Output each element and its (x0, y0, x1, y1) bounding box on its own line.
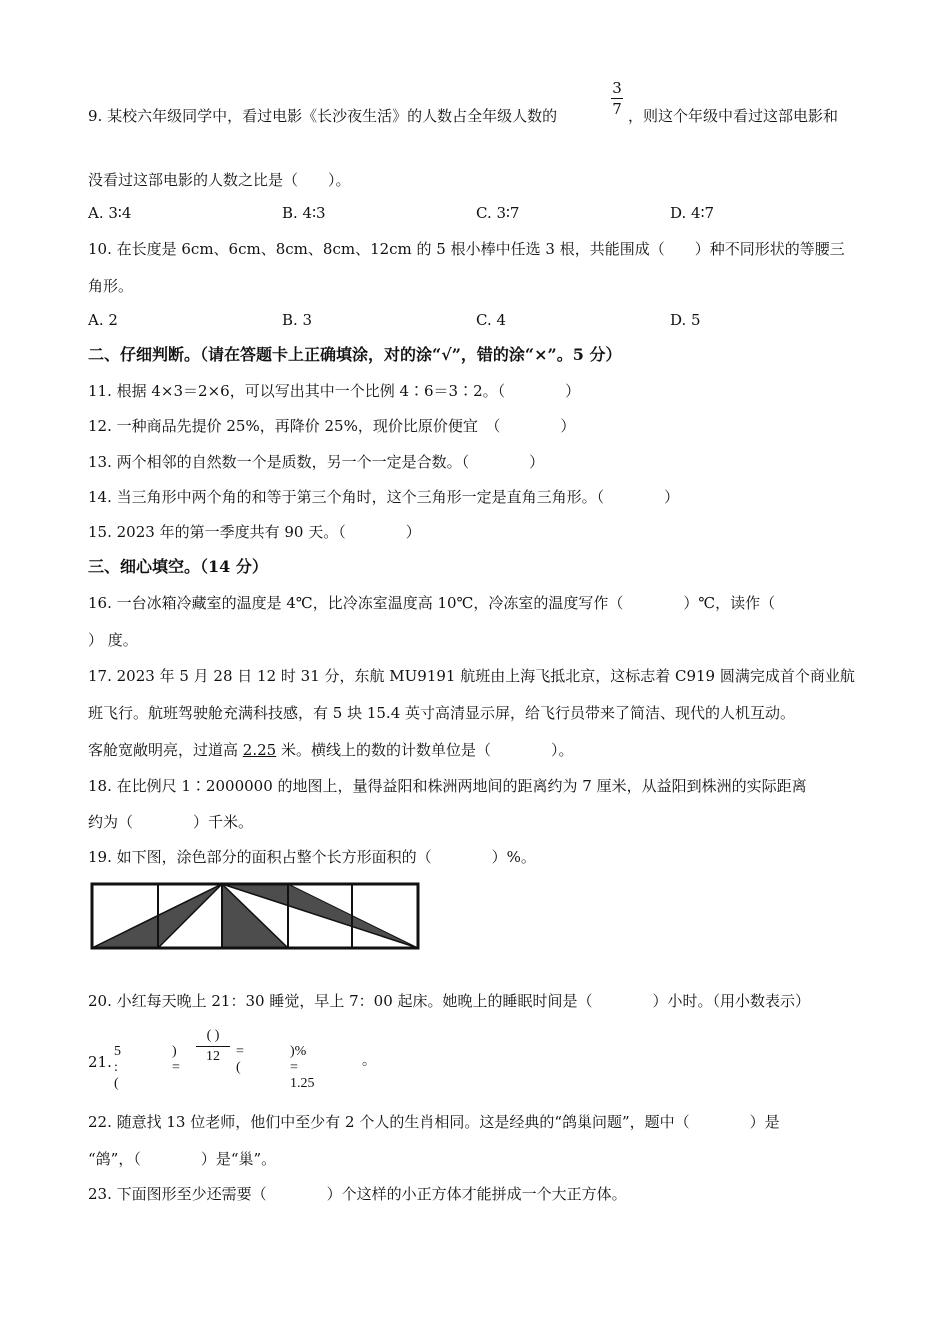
q9-option-b[interactable]: B. 4∶3 (282, 204, 326, 222)
q17-line2: 班飞行。航班驾驶舱充满科技感，有 5 块 15.4 英寸高清显示屏，给飞行员带来了简洁、现代的人机互动。 (88, 704, 796, 722)
q9-fraction-numerator: 3 (612, 79, 622, 97)
q21-eq-c: = ( (236, 1044, 244, 1075)
q10-option-c[interactable]: C. 4 (476, 311, 507, 329)
q12: 12. 一种商品先提价 25%，再降价 25%，现价比原价便宜 （ ） (88, 417, 576, 435)
q10-line2: 角形。 (88, 277, 134, 295)
q17-line3-b: 米。横线上的数的计数单位是（ ）。 (276, 741, 574, 759)
q21-eq-a: 5 : ( (114, 1044, 121, 1091)
q10-line1: 10. 在长度是 6cm、6cm、8cm、8cm、12cm 的 5 根小棒中任选 3 根，共能围成（ ）种不同形状的等腰三 (88, 240, 845, 258)
q21-numerator-blank[interactable]: ( ) (206, 1028, 220, 1043)
q18-line2: 约为（ ）千米。 (88, 813, 254, 831)
q10-option-a[interactable]: A. 2 (88, 311, 118, 329)
q23: 23. 下面图形至少还需要（ ）个这样的小正方体才能拼成一个大正方体。 (88, 1185, 627, 1203)
q21-end: 。 (362, 1054, 376, 1069)
q21-eq-b: ) = (172, 1044, 180, 1075)
q21-fraction-bar (196, 1046, 230, 1047)
q17-line3 (88, 740, 573, 760)
q14: 14. 当三角形中两个角的和等于第三个角时，这个三角形一定是直角三角形。（ ） (88, 488, 680, 506)
q19-shaded-rectangle-figure (90, 882, 422, 950)
q17-underlined-number: 2.25 (242, 741, 277, 759)
q17-line3-a: 客舱宽敞明亮，过道高 (88, 741, 243, 759)
q21-denominator: 12 (206, 1049, 220, 1064)
section-2-heading: 二、仔细判断。（请在答题卡上正确填涂，对的涂“√”，错的涂“×”。5 分） (88, 345, 622, 364)
q18-line1: 18. 在比例尺 1∶2000000 的地图上，量得益阳和株洲两地间的距离约为 7 厘米，从益阳到株洲的实际距离 (88, 777, 807, 795)
section-3-heading: 三、细心填空。（14 分） (88, 557, 268, 576)
q21-label: 21. (88, 1053, 112, 1071)
q9-text-b: ，则这个年级中看过这部电影和 (628, 107, 839, 125)
q17-line1: 17. 2023 年 5 月 28 日 12 时 31 分，东航 MU9191 航班由上海飞抵北京，这标志着 C919 圆满完成首个商业航 (88, 667, 855, 685)
q9-option-c[interactable]: C. 3∶7 (476, 204, 520, 222)
q21-fraction (196, 1028, 230, 1065)
q11: 11. 根据 4×3＝2×6，可以写出其中一个比例 4∶6＝3∶2。（ ） (88, 382, 581, 400)
q16-line2: ） 度。 (88, 631, 138, 649)
q15: 15. 2023 年的第一季度共有 90 天。（ ） (88, 523, 421, 541)
q22-line1: 22. 随意找 13 位老师，他们中至少有 2 个人的生肖相同。这是经典的“鸽巢问题”，题中（ ）是 (88, 1113, 780, 1131)
q9-option-a[interactable]: A. 3∶4 (88, 204, 132, 222)
q19: 19. 如下图，涂色部分的面积占整个长方形面积的（ ）%。 (88, 848, 536, 866)
q21-eq-d: )% = 1.25 (290, 1044, 315, 1091)
q9-line2: 没看过这部电影的人数之比是（ ）。 (88, 171, 351, 189)
q9-fraction-denominator: 7 (612, 100, 622, 118)
q22-line2: “鸽”，（ ）是“巢”。 (88, 1150, 277, 1168)
q9-fraction (608, 79, 626, 118)
q10-option-d[interactable]: D. 5 (670, 311, 701, 329)
q9-fraction-bar (611, 98, 623, 99)
q13: 13. 两个相邻的自然数一个是质数，另一个一定是合数。（ ） (88, 453, 545, 471)
q10-option-b[interactable]: B. 3 (282, 311, 313, 329)
q20: 20. 小红每天晚上 21：30 睡觉，早上 7：00 起床。她晚上的睡眠时间是（ ）小时。（用小数表示） (88, 992, 811, 1010)
q9-option-d[interactable]: D. 4∶7 (670, 204, 715, 222)
q9-text-a: 9. 某校六年级同学中，看过电影《长沙夜生活》的人数占全年级人数的 (88, 107, 558, 125)
q16-line1: 16. 一台冰箱冷藏室的温度是 4℃，比冷冻室温度高 10℃，冷冻室的温度写作（ ）℃，读作（ (88, 594, 776, 612)
